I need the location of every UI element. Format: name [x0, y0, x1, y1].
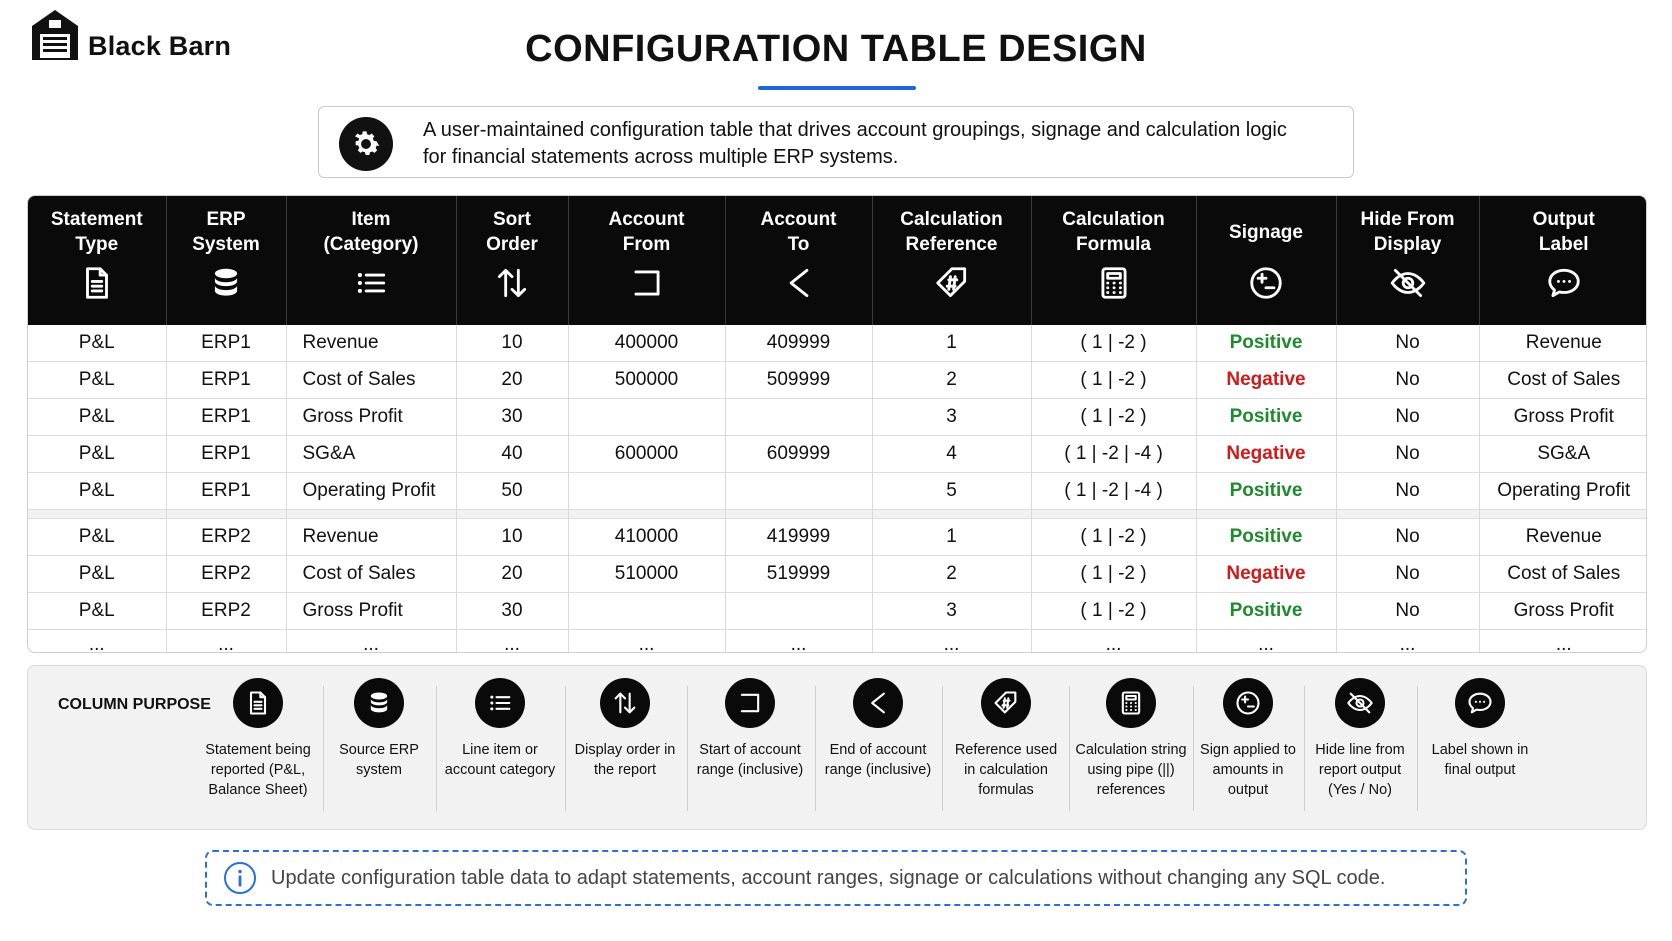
table-cell: Positive [1196, 519, 1336, 556]
table-cell: ERP1 [166, 436, 286, 473]
table-row [28, 473, 1647, 510]
purpose-divider [942, 686, 943, 811]
header-line-1: Calculation [900, 209, 1003, 230]
column-header-label [458, 206, 567, 258]
table-cell: Operating Profit [1479, 473, 1647, 510]
table-cell: ( 1 | -2 ) [1031, 519, 1196, 556]
column-header-label [727, 206, 871, 258]
table-cell: Positive [1196, 593, 1336, 630]
table-row [28, 436, 1647, 473]
table-cell: Positive [1196, 325, 1336, 362]
purpose-item-text: Statement being reported (P&L, Balance Sheet) [205, 742, 311, 798]
column-header [166, 196, 286, 325]
purpose-item [950, 678, 1062, 818]
table-cell: ERP2 [166, 593, 286, 630]
purpose-divider [687, 686, 688, 811]
table-row [28, 519, 1647, 556]
table-cell: SG&A [286, 436, 456, 473]
ellipsis-row [28, 630, 1647, 654]
brand-name: Black Barn [88, 30, 232, 61]
purpose-item-text: Line item or account category [444, 742, 556, 778]
plus-minus-icon [1198, 264, 1335, 304]
info-note [205, 850, 1467, 906]
ellipsis-cell: ... [28, 630, 166, 654]
column-header-label [1198, 206, 1335, 258]
table-cell: 1 [872, 325, 1031, 362]
table-cell: 30 [456, 399, 568, 436]
group-separator [28, 510, 1647, 519]
column-header-label [1338, 206, 1478, 258]
table-cell: 5 [872, 473, 1031, 510]
table-cell: ( 1 | -2 | -4 ) [1031, 436, 1196, 473]
list-icon [475, 678, 525, 728]
purpose-divider [565, 686, 566, 811]
table-cell: Positive [1196, 399, 1336, 436]
table-cell [725, 399, 872, 436]
table-cell: No [1336, 325, 1479, 362]
header-line-2: (Category) [323, 234, 419, 255]
column-header [1196, 196, 1336, 325]
table-cell: ( 1 | -2 ) [1031, 399, 1196, 436]
ellipsis-cell: ... [1196, 630, 1336, 654]
table-row [28, 593, 1647, 630]
purpose-item-text: Sign applied to amounts in output [1200, 742, 1296, 798]
table-cell: No [1336, 556, 1479, 593]
ellipsis-cell: ... [456, 630, 568, 654]
table-cell [568, 399, 725, 436]
ellipsis-cell: ... [568, 630, 725, 654]
table-cell: P&L [28, 325, 166, 362]
column-header [1479, 196, 1647, 325]
separator-cell [166, 510, 286, 519]
page-title: CONFIGURATION TABLE DESIGN [525, 28, 1147, 70]
table-row [28, 399, 1647, 436]
column-header [28, 196, 166, 325]
purpose-divider [1304, 686, 1305, 811]
table-cell: 50 [456, 473, 568, 510]
intro-line-2: for financial statements across multiple ERP systems. [423, 146, 899, 168]
table-cell: 3 [872, 593, 1031, 630]
header-line-2: System [192, 234, 260, 255]
column-header-label [570, 206, 724, 258]
intro-text [423, 117, 1323, 171]
table-cell: No [1336, 519, 1479, 556]
purpose-item-text: Display order in the report [574, 742, 676, 778]
table-row [28, 362, 1647, 399]
purpose-item [331, 678, 427, 818]
column-header-label [288, 206, 455, 258]
purpose-item [571, 678, 679, 818]
plus-minus-icon [1223, 678, 1273, 728]
table-cell: 1 [872, 519, 1031, 556]
table-cell: P&L [28, 473, 166, 510]
config-table [27, 195, 1647, 653]
purpose-divider [436, 686, 437, 811]
table-cell: No [1336, 436, 1479, 473]
header-line-2: Reference [905, 234, 998, 255]
table-cell: 419999 [725, 519, 872, 556]
bracket-start-icon [725, 678, 775, 728]
chevron-left-icon [853, 678, 903, 728]
gear-icon [339, 117, 393, 171]
table-cell: 2 [872, 556, 1031, 593]
column-purpose-panel [27, 665, 1647, 830]
table-cell: 2 [872, 362, 1031, 399]
header-line-1: Sort [493, 209, 531, 230]
eye-slash-icon [1335, 678, 1385, 728]
intro-line-1: A user-maintained configuration table that drives account groupings, signage and calculation logic [423, 119, 1287, 141]
table-cell: SG&A [1479, 436, 1647, 473]
title-underline [758, 86, 916, 90]
header-line-1: Signage [1229, 221, 1303, 243]
separator-cell [872, 510, 1031, 519]
table-cell: Operating Profit [286, 473, 456, 510]
table-cell: ( 1 | -2 ) [1031, 556, 1196, 593]
purpose-divider [323, 686, 324, 811]
table-cell: Cost of Sales [1479, 556, 1647, 593]
table-cell: 40 [456, 436, 568, 473]
table-header-row [28, 196, 1647, 325]
table-cell: 609999 [725, 436, 872, 473]
table-cell: Revenue [1479, 519, 1647, 556]
header-line-1: Account [608, 209, 685, 230]
chevron-left-icon [727, 264, 871, 304]
document-icon [29, 264, 165, 304]
column-header [872, 196, 1031, 325]
table-cell [568, 593, 725, 630]
table-cell: No [1336, 399, 1479, 436]
purpose-item-text: Source ERP system [339, 742, 419, 778]
table-cell: ERP1 [166, 399, 286, 436]
table-cell: No [1336, 593, 1479, 630]
separator-cell [1196, 510, 1336, 519]
sort-arrows-icon [600, 678, 650, 728]
table-cell: No [1336, 362, 1479, 399]
speech-bubble-icon [1455, 678, 1505, 728]
table-cell: Revenue [1479, 325, 1647, 362]
table-cell: P&L [28, 519, 166, 556]
purpose-item-text: Label shown in final output [1431, 742, 1529, 778]
database-icon [354, 678, 404, 728]
ellipsis-cell: ... [166, 630, 286, 654]
separator-cell [1479, 510, 1647, 519]
column-purpose-title: COLUMN PURPOSE [58, 696, 211, 713]
header-line-1: Item [351, 209, 391, 230]
table-cell: 519999 [725, 556, 872, 593]
header-line-1: Output [1532, 209, 1595, 230]
column-header [286, 196, 456, 325]
header-line-2: Display [1373, 234, 1442, 255]
table-cell: ( 1 | -2 ) [1031, 325, 1196, 362]
header-line-2: Label [1538, 234, 1589, 255]
separator-cell [568, 510, 725, 519]
table-cell: Positive [1196, 473, 1336, 510]
table-cell: P&L [28, 362, 166, 399]
table-cell: Revenue [286, 325, 456, 362]
table-cell: Cost of Sales [286, 556, 456, 593]
table-cell: ( 1 | -2 | -4 ) [1031, 473, 1196, 510]
header-line-1: Hide From [1360, 209, 1455, 230]
column-header [1031, 196, 1196, 325]
table-cell: 30 [456, 593, 568, 630]
table-cell: ERP1 [166, 325, 286, 362]
table-cell: 4 [872, 436, 1031, 473]
purpose-item [823, 678, 933, 818]
column-header [725, 196, 872, 325]
purpose-item [1428, 678, 1532, 818]
bracket-start-icon [570, 264, 724, 304]
table-cell: Negative [1196, 436, 1336, 473]
header-line-2: Formula [1076, 234, 1151, 255]
ellipsis-cell: ... [1031, 630, 1196, 654]
separator-cell [725, 510, 872, 519]
calculator-icon [1106, 678, 1156, 728]
table-cell: 600000 [568, 436, 725, 473]
ellipsis-cell: ... [725, 630, 872, 654]
header-line-1: Statement [50, 209, 143, 230]
table-cell: ERP1 [166, 362, 286, 399]
table-cell: 409999 [725, 325, 872, 362]
column-header-label [168, 206, 285, 258]
purpose-item [1308, 678, 1412, 818]
separator-cell [1336, 510, 1479, 519]
hash-tag-icon [981, 678, 1031, 728]
purpose-item [194, 678, 322, 818]
table-cell: 20 [456, 556, 568, 593]
purpose-item [1074, 678, 1188, 818]
table-cell: No [1336, 473, 1479, 510]
table-cell: ( 1 | -2 ) [1031, 362, 1196, 399]
table-cell: Gross Profit [286, 593, 456, 630]
table-cell [725, 593, 872, 630]
table-cell: 20 [456, 362, 568, 399]
table-cell: P&L [28, 399, 166, 436]
table-cell: P&L [28, 593, 166, 630]
table-cell: Cost of Sales [286, 362, 456, 399]
intro-box [318, 106, 1354, 178]
header-line-2: Type [75, 234, 119, 255]
table-cell: Gross Profit [286, 399, 456, 436]
purpose-divider [815, 686, 816, 811]
header-line-1: Calculation [1062, 209, 1165, 230]
table-cell: P&L [28, 436, 166, 473]
table-cell [568, 473, 725, 510]
table-cell: Negative [1196, 556, 1336, 593]
table-cell: Negative [1196, 362, 1336, 399]
separator-cell [1031, 510, 1196, 519]
purpose-divider [1193, 686, 1194, 811]
table-cell: 510000 [568, 556, 725, 593]
purpose-item-text: Reference used in calculation formulas [954, 742, 1058, 798]
purpose-item-text: Start of account range (inclusive) [696, 742, 804, 778]
separator-cell [286, 510, 456, 519]
ellipsis-cell: ... [872, 630, 1031, 654]
table-cell: 500000 [568, 362, 725, 399]
eye-slash-icon [1338, 264, 1478, 304]
purpose-item-text: Calculation string using pipe (||) references [1075, 742, 1187, 798]
info-icon [223, 861, 257, 895]
database-icon [168, 264, 285, 304]
header-line-2: To [787, 234, 810, 255]
table-row [28, 556, 1647, 593]
table-cell: 10 [456, 519, 568, 556]
purpose-divider [1417, 686, 1418, 811]
purpose-item-text: Hide line from report output (Yes / No) [1315, 742, 1405, 798]
table-cell: 400000 [568, 325, 725, 362]
list-icon [288, 264, 455, 304]
document-icon [233, 678, 283, 728]
table-cell: P&L [28, 556, 166, 593]
table-cell: 410000 [568, 519, 725, 556]
header-line-2: Order [486, 234, 538, 255]
table-cell: Gross Profit [1479, 399, 1647, 436]
purpose-item [441, 678, 559, 818]
column-header [568, 196, 725, 325]
table-body [28, 325, 1647, 653]
table-cell: 10 [456, 325, 568, 362]
info-note-text: Update configuration table data to adapt statements, account ranges, signage or calculations without changing any SQL code. [271, 866, 1386, 889]
hash-tag-icon [874, 264, 1030, 304]
table-cell: Cost of Sales [1479, 362, 1647, 399]
header-line-1: ERP [206, 209, 246, 230]
calculator-icon [1033, 264, 1195, 304]
header-line-2: From [622, 234, 671, 255]
table-cell: ERP2 [166, 519, 286, 556]
table-cell: 509999 [725, 362, 872, 399]
table-cell: Revenue [286, 519, 456, 556]
column-header [456, 196, 568, 325]
column-header-label [1033, 206, 1195, 258]
column-header-label [874, 206, 1030, 258]
sort-arrows-icon [458, 264, 567, 304]
table-cell: Gross Profit [1479, 593, 1647, 630]
separator-cell [28, 510, 166, 519]
ellipsis-cell: ... [286, 630, 456, 654]
purpose-item-text: End of account range (inclusive) [824, 742, 932, 778]
purpose-item [695, 678, 805, 818]
table-cell: ERP1 [166, 473, 286, 510]
table-cell: ERP2 [166, 556, 286, 593]
column-header [1336, 196, 1479, 325]
separator-cell [456, 510, 568, 519]
purpose-item [1199, 678, 1297, 818]
speech-bubble-icon [1481, 264, 1648, 304]
table-row [28, 325, 1647, 362]
purpose-divider [1069, 686, 1070, 811]
ellipsis-cell: ... [1336, 630, 1479, 654]
table-cell: 3 [872, 399, 1031, 436]
table-cell [725, 473, 872, 510]
table-cell: ( 1 | -2 ) [1031, 593, 1196, 630]
ellipsis-cell: ... [1555, 634, 1572, 653]
column-header-label [1481, 206, 1648, 258]
column-header-label [29, 206, 165, 258]
header-line-1: Account [760, 209, 837, 230]
